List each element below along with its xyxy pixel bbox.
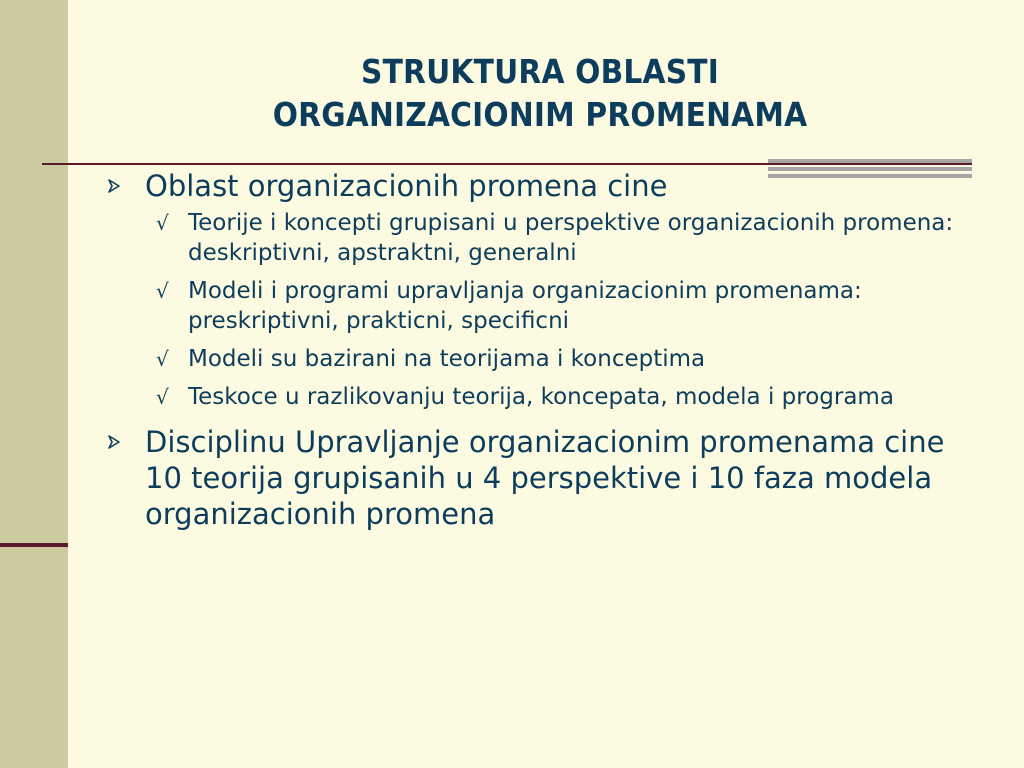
sub-bullet-item — [100, 344, 960, 374]
slide-title — [110, 50, 970, 136]
left-decorative-strip — [0, 0, 68, 768]
check-bullet-icon: √ — [156, 347, 169, 371]
check-bullet-icon: √ — [156, 385, 169, 409]
bullet-item — [100, 168, 960, 204]
arrowhead-bullet-icon — [106, 168, 128, 204]
check-bullet-icon: √ — [156, 279, 169, 303]
arrowhead-bullet-icon — [106, 424, 128, 460]
sub-bullet-text: Modeli su bazirani na teorijama i konceptima — [188, 346, 706, 372]
title-divider — [42, 163, 972, 165]
sub-bullet-item — [100, 208, 960, 268]
sub-bullet-item — [100, 276, 960, 336]
check-bullet-icon: √ — [156, 211, 169, 235]
sub-bullet-text: Modeli i programi upravljanja organizacionim promenama: preskriptivni, prakticni, specificni — [188, 278, 862, 334]
bullet-item — [100, 424, 960, 532]
sub-bullet-text: Teskoce u razlikovanju teorija, koncepata, modela i programa — [188, 384, 894, 410]
bullet-text: Disciplinu Upravljanje organizacionim promenama cine 10 teorija grupisanih u 4 perspektive i 10 faza modela organizacionih promena — [145, 425, 945, 531]
title-line-2: ORGANIZACIONIM PROMENAMA — [272, 95, 808, 134]
title-line-1: STRUKTURA OBLASTI — [361, 52, 719, 91]
decorative-bar-1 — [768, 159, 972, 163]
sub-bullet-text: Teorije i koncepti grupisani u perspektive organizacionih promena: deskriptivni, apstraktni, generalni — [188, 210, 954, 266]
bullet-text: Oblast organizacionih promena cine — [145, 169, 668, 203]
sub-bullet-item — [100, 382, 960, 412]
left-accent-line — [0, 543, 68, 547]
slide-content — [100, 168, 960, 532]
